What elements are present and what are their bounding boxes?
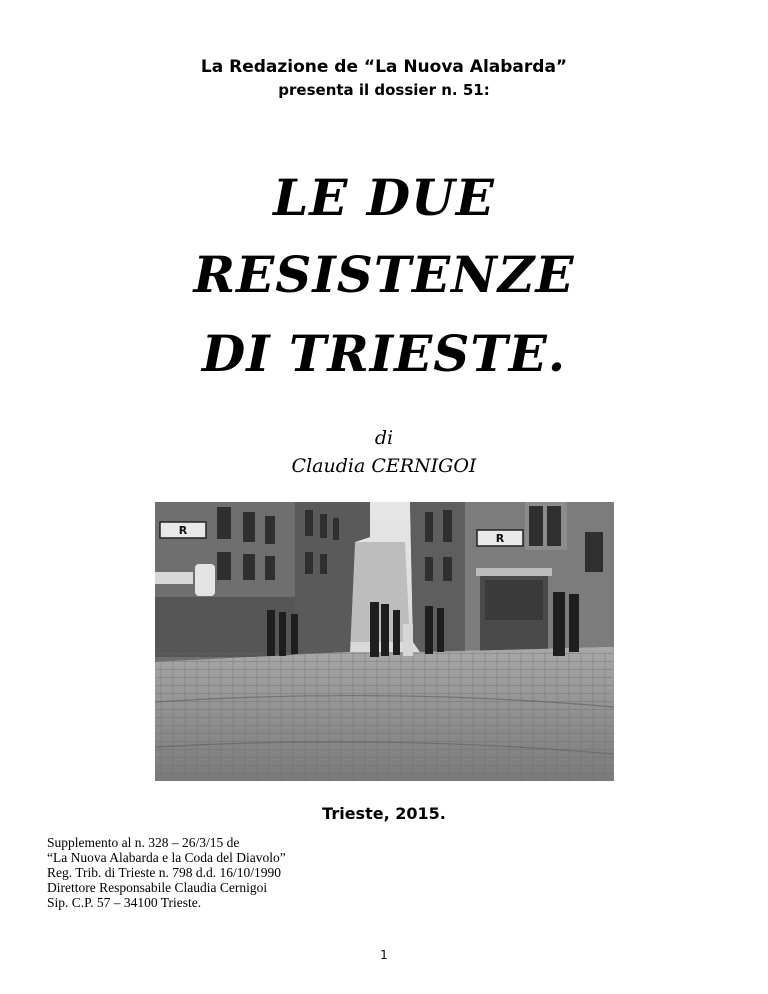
street-sign-left: R	[178, 524, 188, 537]
street-photo	[155, 502, 614, 781]
colophon-line: “La Nuova Alabarda e la Coda del Diavolo”	[47, 850, 286, 865]
street-sign-right: R	[495, 532, 505, 545]
place-date: Trieste, 2015.	[322, 804, 446, 823]
byline-author: Claudia CERNIGOI	[291, 455, 477, 477]
byline-di: di	[374, 427, 394, 449]
title-line-2: RESISTENZE	[193, 245, 575, 304]
colophon-line: Supplemento al n. 328 – 26/3/15 de	[47, 835, 240, 850]
title-line-3: DI TRIESTE.	[201, 324, 567, 383]
page-number: 1	[380, 948, 388, 962]
header-line-2: presenta il dossier n. 51:	[278, 81, 490, 99]
colophon-line: Direttore Responsabile Claudia Cernigoi	[47, 880, 268, 895]
colophon	[47, 835, 286, 910]
colophon-line: Reg. Trib. di Trieste n. 798 d.d. 16/10/1990	[47, 865, 282, 880]
header-line-1: La Redazione de “La Nuova Alabarda”	[200, 57, 568, 77]
title-line-1: LE DUE	[273, 168, 495, 227]
colophon-line: Sip. C.P. 57 – 34100 Trieste.	[47, 895, 202, 910]
